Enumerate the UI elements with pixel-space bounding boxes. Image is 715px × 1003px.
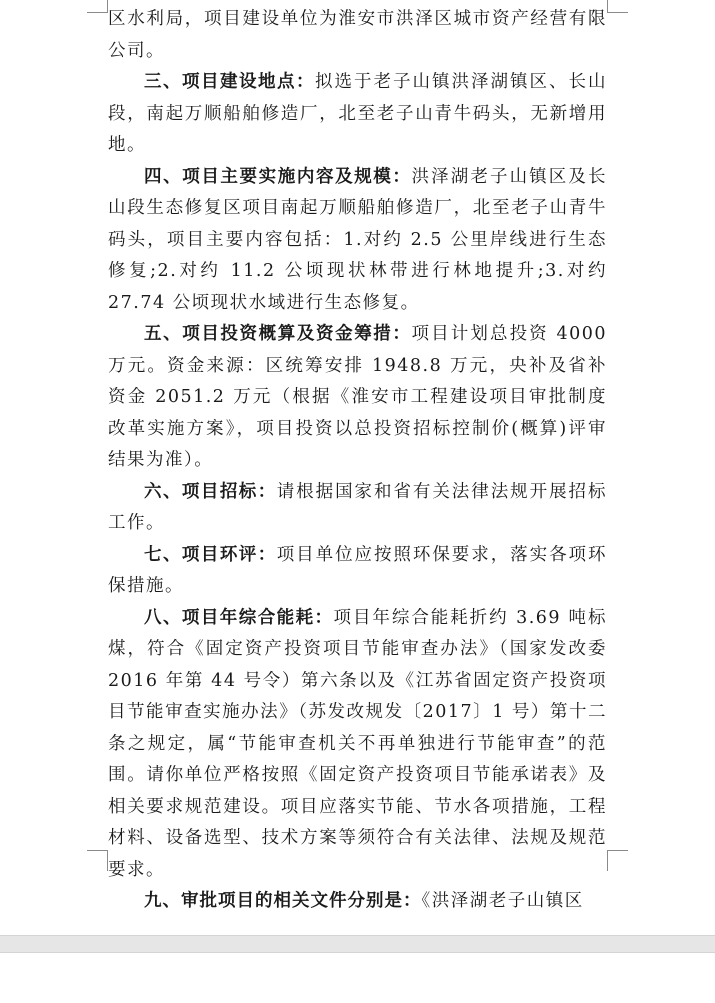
paragraph-continuation (108, 4, 607, 67)
corner-mark-bottom-left (87, 850, 108, 871)
paragraph-body: 项目年综合能耗折约 3.69 吨标煤，符合《固定资产投资项目节能审查办法》（国家发改委 2016 年第 44 号令）第六条以及《江苏省固定资产投资项目节能审查实施办法》（苏发改规发〔2017〕1 号）第十二条之规定，属“节能审查机关不再单独进行节能审查”的范围。请你单位严格按照《固定资产投资项目节能承诺表》及相关要求规范建设。项目应落实节能、节水各项措施，工程材料、设备选型、技术方案等须符合有关法律、法规及规范要求。 (108, 607, 608, 880)
paragraph-body: 请根据国家和省有关法律法规开展招标工作。 (108, 481, 608, 533)
section-heading: 三、项目建设地点： (144, 72, 315, 92)
page-separator (0, 935, 715, 953)
section-heading: 四、项目主要实施内容及规模： (144, 166, 412, 187)
paragraph-tendering (108, 477, 607, 540)
section-heading: 七、项目环评： (144, 544, 277, 565)
section-heading: 五、项目投资概算及资金筹措： (144, 324, 412, 344)
section-heading: 六、项目招标： (144, 481, 277, 502)
document-body (108, 4, 607, 918)
paragraph-body: 拟选于老子山镇洪泽湖镇区、长山段，南起万顺船舶修造厂，北至老子山青牛码头，无新增用地。 (108, 72, 607, 155)
paragraph-project-scope (108, 162, 607, 320)
corner-mark-top-left (87, 0, 108, 13)
paragraph-body: 洪泽湖老子山镇区及长山段生态修复区项目南起万顺船舶修造厂，北至老子山青牛码头，项目主要内容包括：1.对约 2.5 公里岸线进行生态修复;2.对约 11.2 公顷现状林带进行林地提升;3.对约 27.74 公顷现状水域进行生态修复。 (108, 166, 608, 313)
paragraph-energy (108, 603, 607, 887)
corner-mark-bottom-right (607, 850, 628, 871)
section-heading: 八、项目年综合能耗： (144, 607, 334, 628)
paragraph-body: 项目单位应按照环保要求，落实各项环保措施。 (108, 544, 608, 596)
next-page (0, 953, 715, 1003)
paragraph-environment (108, 540, 607, 603)
corner-mark-top-right (607, 0, 628, 13)
section-heading: 九、审批项目的相关文件分别是： (144, 891, 422, 911)
paragraph-body: 区水利局，项目建设单位为淮安市洪泽区城市资产经营有限公司。 (108, 9, 607, 61)
paragraph-body: 项目计划总投资 4000 万元。资金来源：区统筹安排 1948.8 万元，央补及省补资金 2051.2 万元（根据《淮安市工程建设项目审批制度改革实施方案》，项目投资以总投资招标控制价(概算)评审结果为准）。 (108, 324, 607, 470)
paragraph-investment (108, 319, 607, 477)
paragraph-body: 《洪泽湖老子山镇区 (421, 891, 584, 911)
paragraph-related-documents (108, 886, 607, 918)
paragraph-project-location (108, 67, 607, 162)
